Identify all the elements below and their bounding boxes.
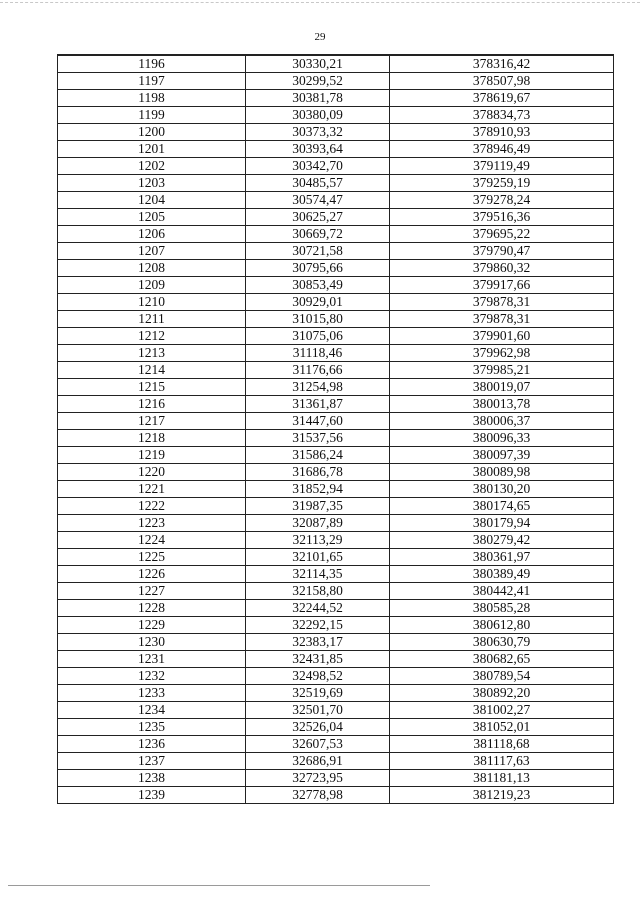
y-coordinate-cell: 380361,97	[390, 549, 614, 566]
x-coordinate-cell: 31537,56	[246, 430, 390, 447]
y-coordinate-cell: 379119,49	[390, 158, 614, 175]
table-row	[58, 328, 614, 345]
x-coordinate-cell: 32113,29	[246, 532, 390, 549]
y-coordinate-cell: 378946,49	[390, 141, 614, 158]
point-number-cell: 1236	[58, 736, 246, 753]
y-coordinate-cell: 379878,31	[390, 294, 614, 311]
x-coordinate-cell: 32778,98	[246, 787, 390, 804]
table-row	[58, 192, 614, 209]
y-coordinate-cell: 379917,66	[390, 277, 614, 294]
x-coordinate-cell: 30625,27	[246, 209, 390, 226]
table-row	[58, 243, 614, 260]
x-coordinate-cell: 31586,24	[246, 447, 390, 464]
table-row	[58, 481, 614, 498]
point-number-cell: 1207	[58, 243, 246, 260]
table-row	[58, 124, 614, 141]
point-number-cell: 1224	[58, 532, 246, 549]
y-coordinate-cell: 381117,63	[390, 753, 614, 770]
y-coordinate-cell: 380179,94	[390, 515, 614, 532]
table-row	[58, 158, 614, 175]
table-row	[58, 311, 614, 328]
y-coordinate-cell: 378507,98	[390, 73, 614, 90]
x-coordinate-cell: 31118,46	[246, 345, 390, 362]
x-coordinate-cell: 31361,87	[246, 396, 390, 413]
table-row	[58, 549, 614, 566]
x-coordinate-cell: 30485,57	[246, 175, 390, 192]
point-number-cell: 1229	[58, 617, 246, 634]
y-coordinate-cell: 381181,13	[390, 770, 614, 787]
x-coordinate-cell: 31075,06	[246, 328, 390, 345]
y-coordinate-cell: 379878,31	[390, 311, 614, 328]
y-coordinate-cell: 379278,24	[390, 192, 614, 209]
table-row	[58, 634, 614, 651]
table-row	[58, 413, 614, 430]
y-coordinate-cell: 378619,67	[390, 90, 614, 107]
x-coordinate-cell: 30929,01	[246, 294, 390, 311]
table-row	[58, 362, 614, 379]
point-number-cell: 1237	[58, 753, 246, 770]
point-number-cell: 1223	[58, 515, 246, 532]
y-coordinate-cell: 380097,39	[390, 447, 614, 464]
x-coordinate-cell: 31447,60	[246, 413, 390, 430]
table-row	[58, 651, 614, 668]
point-number-cell: 1219	[58, 447, 246, 464]
point-number-cell: 1239	[58, 787, 246, 804]
table-row	[58, 753, 614, 770]
x-coordinate-cell: 32087,89	[246, 515, 390, 532]
table-row	[58, 345, 614, 362]
table-row	[58, 141, 614, 158]
coordinates-table	[57, 54, 614, 804]
table-row	[58, 685, 614, 702]
x-coordinate-cell: 30574,47	[246, 192, 390, 209]
point-number-cell: 1204	[58, 192, 246, 209]
point-number-cell: 1218	[58, 430, 246, 447]
point-number-cell: 1238	[58, 770, 246, 787]
table-row	[58, 736, 614, 753]
y-coordinate-cell: 378316,42	[390, 55, 614, 73]
table-row	[58, 396, 614, 413]
point-number-cell: 1228	[58, 600, 246, 617]
table-row	[58, 277, 614, 294]
table-row	[58, 464, 614, 481]
x-coordinate-cell: 32723,95	[246, 770, 390, 787]
y-coordinate-cell: 380442,41	[390, 583, 614, 600]
x-coordinate-cell: 30342,70	[246, 158, 390, 175]
y-coordinate-cell: 381002,27	[390, 702, 614, 719]
y-coordinate-cell: 380789,54	[390, 668, 614, 685]
y-coordinate-cell: 380013,78	[390, 396, 614, 413]
x-coordinate-cell: 31015,80	[246, 311, 390, 328]
y-coordinate-cell: 379901,60	[390, 328, 614, 345]
x-coordinate-cell: 30373,32	[246, 124, 390, 141]
table-row	[58, 702, 614, 719]
point-number-cell: 1235	[58, 719, 246, 736]
table-row	[58, 566, 614, 583]
point-number-cell: 1217	[58, 413, 246, 430]
x-coordinate-cell: 32431,85	[246, 651, 390, 668]
table-row	[58, 107, 614, 124]
point-number-cell: 1200	[58, 124, 246, 141]
point-number-cell: 1211	[58, 311, 246, 328]
x-coordinate-cell: 32292,15	[246, 617, 390, 634]
table-row	[58, 515, 614, 532]
table-row	[58, 260, 614, 277]
y-coordinate-cell: 380630,79	[390, 634, 614, 651]
x-coordinate-cell: 30393,64	[246, 141, 390, 158]
x-coordinate-cell: 32101,65	[246, 549, 390, 566]
x-coordinate-cell: 31852,94	[246, 481, 390, 498]
table-row	[58, 600, 614, 617]
table-row	[58, 379, 614, 396]
x-coordinate-cell: 31987,35	[246, 498, 390, 515]
y-coordinate-cell: 379962,98	[390, 345, 614, 362]
y-coordinate-cell: 380006,37	[390, 413, 614, 430]
x-coordinate-cell: 32526,04	[246, 719, 390, 736]
x-coordinate-cell: 32244,52	[246, 600, 390, 617]
table-row	[58, 583, 614, 600]
x-coordinate-cell: 32607,53	[246, 736, 390, 753]
x-coordinate-cell: 30330,21	[246, 55, 390, 73]
point-number-cell: 1234	[58, 702, 246, 719]
y-coordinate-cell: 380585,28	[390, 600, 614, 617]
point-number-cell: 1214	[58, 362, 246, 379]
table-row	[58, 787, 614, 804]
y-coordinate-cell: 379695,22	[390, 226, 614, 243]
table-row	[58, 719, 614, 736]
point-number-cell: 1210	[58, 294, 246, 311]
table-row	[58, 770, 614, 787]
y-coordinate-cell: 380089,98	[390, 464, 614, 481]
x-coordinate-cell: 32498,52	[246, 668, 390, 685]
y-coordinate-cell: 380389,49	[390, 566, 614, 583]
y-coordinate-cell: 379985,21	[390, 362, 614, 379]
x-coordinate-cell: 32686,91	[246, 753, 390, 770]
point-number-cell: 1227	[58, 583, 246, 600]
x-coordinate-cell: 32114,35	[246, 566, 390, 583]
y-coordinate-cell: 380130,20	[390, 481, 614, 498]
table-row	[58, 55, 614, 73]
x-coordinate-cell: 30721,58	[246, 243, 390, 260]
point-number-cell: 1206	[58, 226, 246, 243]
table-row	[58, 90, 614, 107]
point-number-cell: 1222	[58, 498, 246, 515]
x-coordinate-cell: 30669,72	[246, 226, 390, 243]
footer-rule	[8, 885, 430, 886]
table-row	[58, 668, 614, 685]
coordinates-table-body	[58, 55, 614, 804]
point-number-cell: 1225	[58, 549, 246, 566]
table-row	[58, 617, 614, 634]
point-number-cell: 1230	[58, 634, 246, 651]
table-row	[58, 175, 614, 192]
y-coordinate-cell: 380019,07	[390, 379, 614, 396]
y-coordinate-cell: 379259,19	[390, 175, 614, 192]
point-number-cell: 1198	[58, 90, 246, 107]
x-coordinate-cell: 31686,78	[246, 464, 390, 481]
point-number-cell: 1233	[58, 685, 246, 702]
point-number-cell: 1226	[58, 566, 246, 583]
table-row	[58, 226, 614, 243]
x-coordinate-cell: 31176,66	[246, 362, 390, 379]
table-row	[58, 532, 614, 549]
y-coordinate-cell: 380892,20	[390, 685, 614, 702]
point-number-cell: 1203	[58, 175, 246, 192]
table-row	[58, 430, 614, 447]
y-coordinate-cell: 379516,36	[390, 209, 614, 226]
y-coordinate-cell: 380682,65	[390, 651, 614, 668]
point-number-cell: 1212	[58, 328, 246, 345]
x-coordinate-cell: 30381,78	[246, 90, 390, 107]
point-number-cell: 1201	[58, 141, 246, 158]
y-coordinate-cell: 381118,68	[390, 736, 614, 753]
x-coordinate-cell: 32501,70	[246, 702, 390, 719]
table-row	[58, 498, 614, 515]
x-coordinate-cell: 30795,66	[246, 260, 390, 277]
point-number-cell: 1209	[58, 277, 246, 294]
table-row	[58, 447, 614, 464]
x-coordinate-cell: 31254,98	[246, 379, 390, 396]
x-coordinate-cell: 32383,17	[246, 634, 390, 651]
x-coordinate-cell: 32158,80	[246, 583, 390, 600]
point-number-cell: 1202	[58, 158, 246, 175]
point-number-cell: 1197	[58, 73, 246, 90]
point-number-cell: 1196	[58, 55, 246, 73]
point-number-cell: 1208	[58, 260, 246, 277]
x-coordinate-cell: 30299,52	[246, 73, 390, 90]
table-row	[58, 73, 614, 90]
point-number-cell: 1221	[58, 481, 246, 498]
point-number-cell: 1205	[58, 209, 246, 226]
point-number-cell: 1220	[58, 464, 246, 481]
point-number-cell: 1215	[58, 379, 246, 396]
y-coordinate-cell: 378834,73	[390, 107, 614, 124]
y-coordinate-cell: 380612,80	[390, 617, 614, 634]
x-coordinate-cell: 30853,49	[246, 277, 390, 294]
point-number-cell: 1213	[58, 345, 246, 362]
y-coordinate-cell: 378910,93	[390, 124, 614, 141]
page-number: 29	[314, 31, 326, 43]
y-coordinate-cell: 380174,65	[390, 498, 614, 515]
table-row	[58, 294, 614, 311]
y-coordinate-cell: 381052,01	[390, 719, 614, 736]
table-row	[58, 209, 614, 226]
y-coordinate-cell: 381219,23	[390, 787, 614, 804]
x-coordinate-cell: 30380,09	[246, 107, 390, 124]
y-coordinate-cell: 379790,47	[390, 243, 614, 260]
point-number-cell: 1216	[58, 396, 246, 413]
y-coordinate-cell: 379860,32	[390, 260, 614, 277]
y-coordinate-cell: 380096,33	[390, 430, 614, 447]
point-number-cell: 1231	[58, 651, 246, 668]
point-number-cell: 1199	[58, 107, 246, 124]
top-scan-edge	[0, 2, 640, 3]
y-coordinate-cell: 380279,42	[390, 532, 614, 549]
point-number-cell: 1232	[58, 668, 246, 685]
x-coordinate-cell: 32519,69	[246, 685, 390, 702]
